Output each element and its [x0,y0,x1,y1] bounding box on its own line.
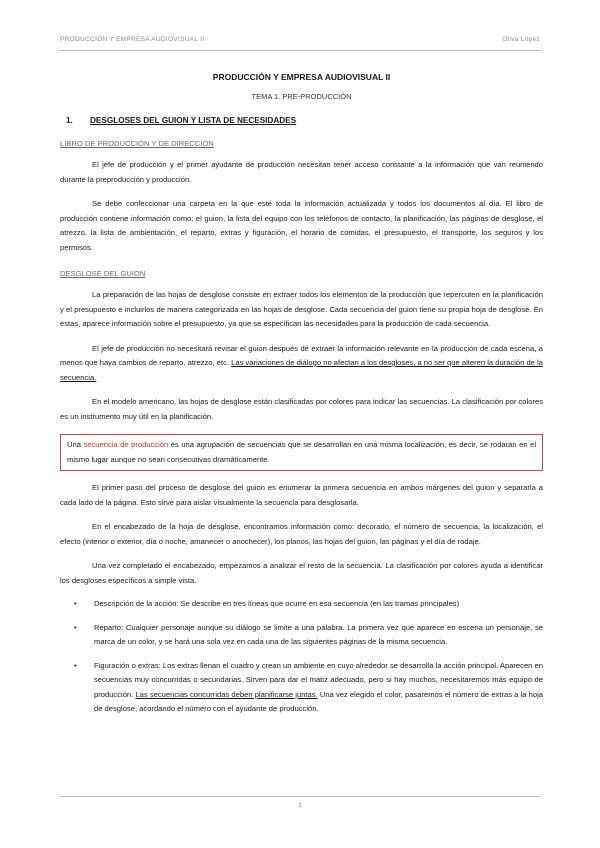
paragraph: El primer paso del proceso de desglose del guion es enumerar la primera secuencia en ambos márgenes del guion y separarla a cada lado de la página. Esto sirve para aislar visualmente la secuencia para desglosarla. [60,483,543,507]
list-item [60,621,543,650]
paragraph: Se debe confeccionar una carpeta en la que esté toda la información actualizada y todos los documentos al día. El libro de producción contiene información como: el guion, la lista del equipo con los teléfonos de contacto, la planificación, las páginas de desglose, el atrezzo, la lista de ambientación, el reparto, extras y figuración, el horario de comidas, el presupuesto, el transporte, los seguros y los permisos. [60,199,543,252]
definition-body: es una agrupación de secuencias que se desarrollan en una misma localización, es decir, se rodarán en el mismo lugar aunque no sean consecutivas dramáticamente. [67,440,537,464]
paragraph: La preparación de las hojas de desglose consiste en extraer todos los elementos de la producción que repercuten en la planificación y el presupuesto e incluirlos de manera categorizada en las hojas de desglose. Cada secuencia del guion tiene su propia hoja de desglose. En estas, aparece información sobre el presupuesto, ya que se especifican las necesidades para la producción de cada secuencia. [60,290,543,328]
document-body [60,70,543,717]
list-item-text: Reparto: Cualquier personaje aunque su diálogo se limite a una palabra. La primera vez que aparece en escena un personaje, se marca de un color, y se hará una sola vez en cada una de las siguientes páginas de la misma secuencia. [94,622,543,646]
paragraph [60,342,543,386]
bullet-icon: • [74,599,77,608]
highlighted-term: secuencia de producción [83,440,169,449]
paragraph: El jefe de producción y el primer ayudante de producción necesitan tener acceso constante a la información que van reuniendo durante la preproducción y producción. [60,160,543,184]
underlined-text: Las secuencias concurridas deben planificarse juntas. [135,689,318,699]
list-item-text: Descripción de la acción: Se describe en tres líneas que ocurre en esa secuencia (en las tramas principales) [94,599,460,608]
page-number: 1 [298,802,302,809]
paragraph: En el modelo americano, las hojas de desglose están clasificadas por colores para indicar las secuencias. La clasificación por colores es un instrumento muy útil en la planificación. [60,397,543,421]
paragraph: En el encabezado de la hoja de desglose, encontramos información como: decorado, el número de secuencia, la localización, el efecto (interior o exterior, día o noche, amanecer o anochecer), los planos, las hojas del guion, las páginas y el día de rodaje. [60,522,543,546]
footer-divider [60,796,540,797]
subheading-desglose: DESGLOSE DEL GUION [60,269,146,278]
list-item-text: Una vez elegido el color, pasaremos el número de extras a la hoja de desglose, acordando el número con el ayudante de producción. [94,689,543,713]
document-subtitle: TEMA 1. PRE-PRODUCCIÓN [251,91,352,101]
header-course-title: PRODUCCIÓN Y EMPRESA AUDIOVISUAL II [60,36,205,43]
paragraph-text: El jefe de producción no necesitará revisar el guion después de extraer la información relevante en la producción de cada escena, a menos que haya cambios de reparto, atrezzo, etc. [60,343,543,367]
section-number: 1. [66,116,73,125]
underlined-text: Las variaciones de diálogo no afectan a los desgloses, a no ser que alteren la duración de la secuencia. [60,358,543,382]
bullet-list [60,597,543,717]
header-divider [60,50,540,51]
document-title: PRODUCCIÓN Y EMPRESA AUDIOVISUAL II [212,72,391,82]
definition-text [67,438,536,467]
list-item-text: Figuración o extras: Los extras llenan el cuadro y crean un ambiente en cuyo alrededor se desarrolla la acción principal. Aparecen en secuencias muy concurridas o secundarias. Sirven para dar el matiz adecuado, pero si hay muchos, necesitaremos más equipo de producción. [94,660,543,699]
section-heading [60,116,543,125]
paragraph: Una vez completado el encabezado, empezamos a analizar el resto de la secuencia. La clasificación por colores ayuda a identificar los desgloses específicos a simple vista. [60,561,543,585]
subheading-libro: LIBRO DE PRODUCCIÓN Y DE DIRECCIÓN [60,139,214,148]
bullet-icon: • [74,622,77,632]
section-title: DESGLOSES DEL GUION Y LISTA DE NECESIDADES [90,116,297,125]
bullet-icon: • [74,660,77,670]
page-header [60,36,540,46]
definition-prefix: Una [67,440,84,449]
list-item [60,659,543,717]
definition-box [60,434,543,471]
list-item [60,597,543,612]
header-author: Oliva López [502,36,540,43]
